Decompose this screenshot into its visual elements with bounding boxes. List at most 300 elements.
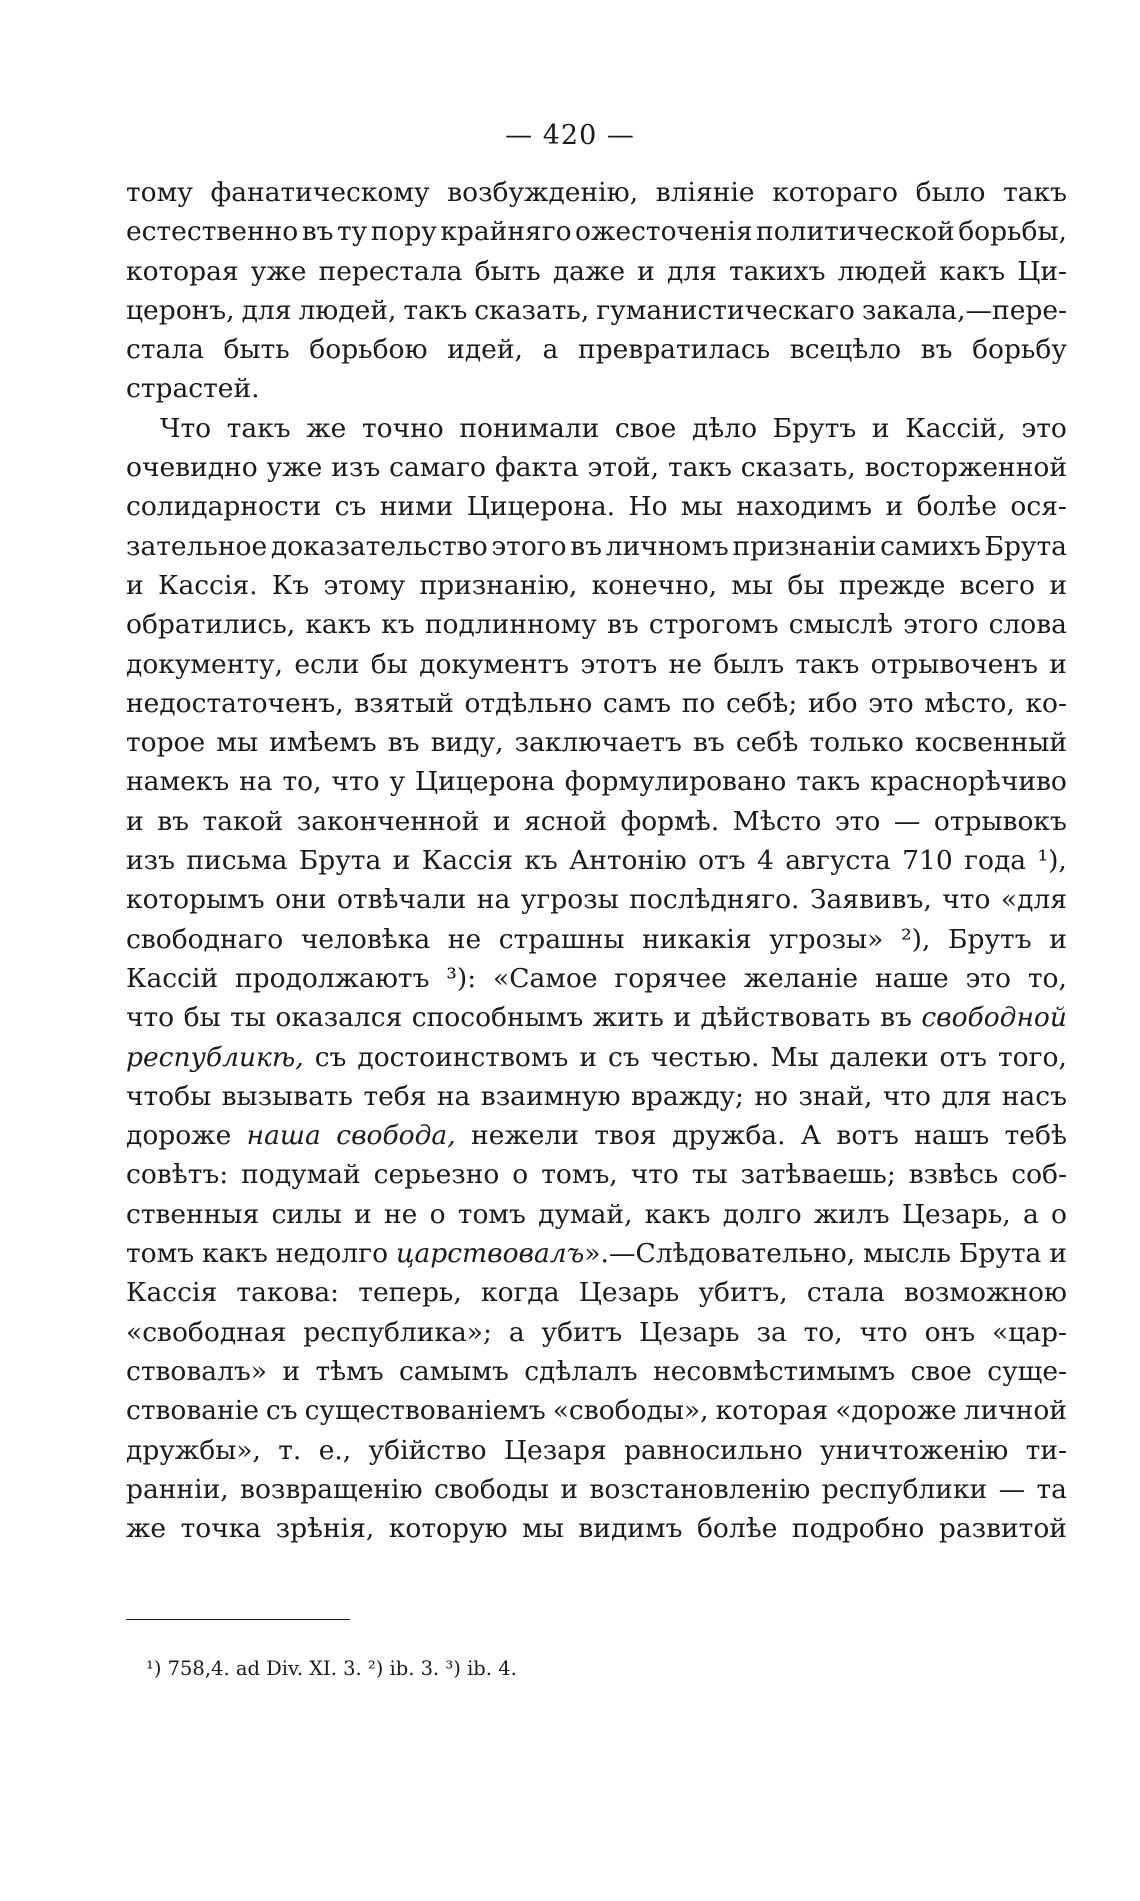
word: бы	[370, 648, 408, 680]
word: тому	[126, 177, 193, 208]
word: обратились,	[126, 609, 296, 641]
word: мы	[731, 569, 774, 601]
word: какъ	[939, 255, 1006, 287]
word: конечно,	[591, 569, 718, 601]
word: такъ	[796, 766, 861, 798]
text-line	[126, 841, 1067, 880]
word: свое	[910, 1355, 972, 1387]
word: когда	[481, 1277, 560, 1309]
word: признанію,	[419, 569, 578, 601]
word: а	[1022, 1198, 1039, 1230]
word: мысль	[863, 1238, 951, 1270]
word: наше	[874, 962, 949, 994]
word: подробно	[791, 1513, 925, 1545]
text-line	[126, 684, 1067, 723]
word: всего	[959, 569, 1036, 601]
word: свободнаго	[126, 923, 284, 955]
word: бы	[183, 1002, 221, 1034]
word: а	[542, 334, 559, 366]
text-line	[126, 959, 1067, 998]
word: республикѣ,	[126, 1041, 304, 1073]
word: вызывать	[221, 1080, 353, 1112]
word: сдѣлалъ	[524, 1355, 638, 1387]
word: себѣ	[735, 727, 799, 759]
word: республика»;	[303, 1316, 492, 1348]
word: виду,	[430, 727, 504, 759]
word: свободы	[433, 1473, 550, 1505]
word: года	[964, 845, 1027, 877]
word: и	[1049, 569, 1067, 601]
word: въ	[880, 1002, 912, 1034]
word: Кассій,	[905, 412, 1006, 444]
word: если	[294, 648, 360, 680]
word: которая	[126, 255, 239, 287]
word: чтобы	[126, 1080, 212, 1112]
word: церонъ,	[126, 294, 235, 326]
word: достоинствомъ	[357, 1041, 569, 1073]
word: Мѣсто	[732, 805, 822, 837]
text-line	[126, 527, 1067, 566]
body-text	[126, 173, 1067, 1548]
word: Брутъ	[948, 923, 1032, 955]
word: о	[1051, 1198, 1067, 1230]
word: думай,	[538, 1198, 633, 1230]
word: затѣваешь;	[740, 1159, 896, 1191]
word: такой	[202, 805, 284, 837]
word: «свободная	[126, 1316, 287, 1348]
word: этого	[491, 530, 567, 562]
word: подумай	[241, 1159, 361, 1191]
word: Цезарь	[639, 1316, 740, 1348]
word: и	[354, 1198, 372, 1230]
word: дѣло	[691, 412, 758, 444]
word: Кассій	[126, 962, 219, 994]
word: «дороже	[835, 1395, 957, 1427]
word: борьбы,	[958, 216, 1067, 248]
word: равносильно	[624, 1434, 803, 1466]
word: способнымъ	[411, 1002, 584, 1034]
word: далеки	[829, 1041, 929, 1073]
word: подлинному	[424, 609, 597, 641]
text-line	[126, 723, 1067, 762]
word: желаніе	[743, 962, 859, 994]
word: самымъ	[398, 1355, 509, 1387]
word: сказать,	[740, 452, 856, 484]
text-line	[126, 330, 1067, 369]
word: возбужденію,	[447, 177, 639, 208]
word: самъ	[602, 687, 672, 719]
word: это	[834, 805, 881, 837]
word: того,	[998, 1041, 1067, 1073]
word: политической	[756, 216, 955, 248]
text-line	[126, 880, 1067, 919]
word: ожесточенія	[575, 216, 753, 248]
word: ¹),	[1037, 845, 1067, 877]
word: только	[809, 727, 904, 759]
word: котораго	[772, 177, 898, 208]
word: мы	[216, 727, 259, 759]
word: какъ	[202, 1238, 268, 1270]
word: бы	[787, 569, 825, 601]
word: имѣемъ	[269, 727, 377, 759]
word: несовмѣстимымъ	[653, 1355, 896, 1387]
word: естественно	[126, 216, 299, 248]
word: томъ	[126, 1238, 195, 1270]
word: убитъ	[541, 1316, 623, 1348]
word: формулировано	[564, 766, 787, 798]
word: людей	[837, 255, 928, 287]
word: на	[239, 766, 273, 798]
word: существованіемъ	[304, 1395, 546, 1427]
word: суще-	[987, 1355, 1067, 1387]
text-line	[126, 1470, 1067, 1509]
word: заключаетъ	[514, 727, 682, 759]
word: отдѣльно	[464, 687, 593, 719]
word: признаніи	[732, 530, 877, 562]
word: тебя	[363, 1080, 427, 1112]
word: что	[126, 1002, 175, 1034]
word: былъ	[713, 648, 785, 680]
text-line	[126, 605, 1067, 644]
word: быть	[223, 334, 290, 366]
word: находимъ	[736, 491, 873, 523]
word: болѣе	[696, 1513, 778, 1545]
word: такъ	[1003, 177, 1067, 208]
word: Брута	[984, 530, 1067, 562]
word: зательное	[126, 530, 268, 562]
word: слова	[988, 609, 1067, 641]
word: же	[306, 412, 347, 444]
text-line	[126, 212, 1067, 251]
word: совѣтъ:	[126, 1159, 229, 1191]
word: Но	[628, 491, 668, 523]
word: ними	[379, 491, 454, 523]
word: ти-	[1025, 1434, 1067, 1466]
word: быть	[474, 255, 541, 287]
word: мы	[522, 1513, 564, 1545]
word: тѣмъ	[315, 1355, 384, 1387]
word: закала,—пере-	[861, 294, 1067, 326]
word: уже	[250, 255, 307, 287]
word: отвѣчали	[336, 884, 467, 916]
word: Брутъ	[772, 412, 857, 444]
word: Къ	[271, 569, 310, 601]
word: Цицерона.	[466, 491, 616, 523]
word: для	[941, 1080, 992, 1112]
word: —	[893, 805, 921, 837]
word: это	[1021, 412, 1067, 444]
word: вотъ	[836, 1120, 899, 1152]
word: отрывокъ	[933, 805, 1067, 837]
word: царствовалъ».—Слѣдовательно,	[395, 1238, 856, 1270]
text-line	[126, 1313, 1067, 1352]
word: томъ	[457, 1198, 526, 1230]
text-line	[126, 252, 1067, 291]
word: всецѣло	[789, 334, 902, 366]
word: мѣсто,	[924, 687, 1015, 719]
word: личномъ	[605, 530, 729, 562]
word: этого	[903, 609, 979, 641]
word: прежде	[838, 569, 946, 601]
word: продолжаютъ	[234, 962, 430, 994]
word: но	[754, 1080, 788, 1112]
word: «Самое	[492, 962, 598, 994]
word: и	[1049, 1238, 1067, 1270]
text-line	[126, 1155, 1067, 1194]
text-line	[126, 173, 1067, 212]
word: и	[282, 1355, 301, 1387]
word: ясной	[524, 805, 607, 837]
word: письма	[186, 845, 288, 877]
word: они	[275, 884, 327, 916]
word: косвенный	[914, 727, 1067, 759]
word: уже	[266, 452, 323, 484]
word: возможною	[904, 1277, 1067, 1309]
word: въ	[606, 609, 639, 641]
word: крайняго	[440, 216, 572, 248]
word: понимали	[459, 412, 600, 444]
word: такихъ	[728, 255, 826, 287]
word: взвѣсь	[908, 1159, 999, 1191]
word: послѣдняго.	[629, 884, 800, 916]
word: и	[673, 1002, 691, 1034]
word: ты	[230, 1002, 266, 1034]
word: страстей.	[126, 373, 260, 405]
word: недостаточенъ,	[126, 687, 344, 719]
word: которую	[388, 1513, 508, 1545]
word: намекъ	[126, 766, 230, 798]
word: жить	[592, 1002, 664, 1034]
word: въ	[920, 334, 953, 366]
word: у	[389, 766, 406, 798]
word: изъ	[331, 452, 381, 484]
word: свободной	[921, 1002, 1067, 1034]
word: ты	[691, 1159, 728, 1191]
word: т.	[278, 1434, 302, 1466]
word: ту	[336, 216, 368, 248]
text-line	[126, 369, 1067, 408]
word: ранніи,	[126, 1473, 229, 1505]
text-line	[126, 802, 1067, 841]
text-line	[126, 998, 1067, 1037]
text-line	[126, 1195, 1067, 1234]
word: такъ	[403, 294, 468, 326]
word: доказательство	[270, 530, 488, 562]
word: съ	[314, 1041, 347, 1073]
word: для	[666, 255, 717, 287]
word: пору	[370, 216, 437, 248]
word: отрывоченъ	[870, 648, 1038, 680]
word: Ци-	[1017, 255, 1067, 287]
word: знай,	[798, 1080, 873, 1112]
word: съ	[608, 1041, 640, 1073]
word: документъ	[419, 648, 570, 680]
word: соб-	[1011, 1159, 1067, 1191]
word: какъ	[305, 609, 372, 641]
word: по	[681, 687, 716, 719]
word: документу,	[126, 648, 284, 680]
word: и	[392, 845, 411, 877]
word: изъ	[126, 845, 175, 877]
word: та	[1036, 1473, 1067, 1505]
word: строгомъ	[648, 609, 779, 641]
text-line	[126, 1077, 1067, 1116]
word: силы	[271, 1198, 342, 1230]
word: ственныя	[126, 1198, 260, 1230]
word: никакія	[642, 923, 752, 955]
word: страшны	[498, 923, 625, 955]
word: томъ,	[541, 1159, 618, 1191]
word: гуманистическаго	[596, 294, 855, 326]
word: ²),	[900, 923, 931, 955]
word: зрѣнія,	[275, 1513, 375, 1545]
word: въ	[387, 727, 420, 759]
word: Цицерона	[414, 766, 555, 798]
word: Заявивъ,	[809, 884, 932, 916]
word: убійство	[368, 1434, 487, 1466]
word: этой,	[587, 452, 660, 484]
word: оказался	[275, 1002, 403, 1034]
word: даже	[552, 255, 626, 287]
word: тебѣ	[1004, 1120, 1067, 1152]
word: Цезарь	[578, 1277, 680, 1309]
word: честью.	[650, 1041, 760, 1073]
word: свое	[614, 412, 677, 444]
word: насъ	[1001, 1080, 1067, 1112]
word: о	[429, 1198, 446, 1230]
word: не	[447, 923, 482, 955]
word: съ	[265, 1395, 298, 1427]
word: то,	[803, 1316, 843, 1348]
text-line	[126, 1431, 1067, 1470]
word: точно	[361, 412, 444, 444]
word: взаимную	[480, 1080, 621, 1112]
word: жилъ	[813, 1198, 890, 1230]
word: Кассія	[421, 845, 513, 877]
word: серьезно	[373, 1159, 500, 1191]
word: нежели	[471, 1120, 579, 1152]
word: уничтоженію	[820, 1434, 1009, 1466]
word: краснорѣчиво	[870, 766, 1067, 798]
word: стала	[806, 1277, 885, 1309]
word: ко-	[1025, 687, 1067, 719]
word: ствовалъ»	[126, 1355, 268, 1387]
word: Брута	[958, 1238, 1042, 1270]
word: на	[436, 1080, 471, 1112]
word: ибо	[807, 687, 858, 719]
word: на	[476, 884, 511, 916]
word: о	[512, 1159, 529, 1191]
word: было	[915, 177, 986, 208]
word: Брута	[298, 845, 382, 877]
word: угрозы»	[769, 923, 884, 955]
word: идей,	[447, 334, 523, 366]
word: которымъ	[126, 884, 265, 916]
word: и	[126, 805, 144, 837]
word: взятый	[354, 687, 454, 719]
word: за	[756, 1316, 787, 1348]
word: Цезаря	[503, 1434, 607, 1466]
word: солидарности	[126, 491, 322, 523]
word: и	[492, 805, 511, 837]
word: республики	[821, 1473, 988, 1505]
word: формѣ.	[620, 805, 720, 837]
word: фанатическому	[210, 177, 430, 208]
word: такъ	[226, 412, 291, 444]
word: это	[868, 687, 914, 719]
word: горячее	[614, 962, 727, 994]
word: 4	[756, 845, 774, 877]
footnotes: ¹) 758,4. ad Div. XI. 3. ²) ib. 3. ³) ib. 4.	[146, 1657, 517, 1680]
word: личной	[963, 1395, 1067, 1427]
word: дороже	[126, 1120, 232, 1152]
text-line	[126, 1038, 1067, 1077]
word: самаго	[389, 452, 487, 484]
word: смыслѣ	[788, 609, 893, 641]
word: дѣйствовать	[700, 1002, 871, 1034]
word: въ	[301, 216, 334, 248]
word: «цар-	[991, 1316, 1067, 1348]
word: мы	[681, 491, 723, 523]
word: Цезарь,	[901, 1198, 1011, 1230]
text-line	[126, 291, 1067, 330]
text-line	[126, 1352, 1067, 1391]
word: и	[637, 255, 655, 287]
word: въ	[692, 727, 725, 759]
word: такъ	[667, 452, 732, 484]
word: Мы	[770, 1041, 819, 1073]
word: факта	[494, 452, 579, 484]
word: торое	[126, 727, 206, 759]
text-line	[126, 1273, 1067, 1312]
word: недолго	[275, 1238, 389, 1270]
word: дружба.	[672, 1120, 786, 1152]
word: и	[579, 1041, 597, 1073]
word: Кассія.	[157, 569, 258, 601]
word: превратилась	[577, 334, 771, 366]
word: то,	[282, 766, 322, 798]
word: что	[630, 1159, 679, 1191]
word: что	[942, 884, 991, 916]
word: онъ	[924, 1316, 976, 1348]
text-line	[126, 409, 1067, 448]
page-number: — 420 —	[505, 120, 635, 151]
word: Антонію	[569, 845, 687, 877]
word: какъ	[644, 1198, 711, 1230]
word: такова:	[236, 1277, 340, 1309]
text-line	[126, 1116, 1067, 1155]
word: угрозы	[520, 884, 619, 916]
word: дружбы»,	[126, 1434, 261, 1466]
word: человѣка	[300, 923, 431, 955]
word: законченной	[296, 805, 480, 837]
word: А	[800, 1120, 821, 1152]
word: самихъ	[880, 530, 981, 562]
word: Что	[160, 412, 212, 444]
word: убитъ,	[698, 1277, 788, 1309]
word: что	[331, 766, 380, 798]
word: этому	[323, 569, 406, 601]
word: съ	[334, 491, 367, 523]
word: и	[885, 491, 904, 523]
word: ося-	[1010, 491, 1067, 523]
word: —	[998, 1473, 1026, 1505]
word: ствованіе	[126, 1395, 259, 1427]
text-line	[126, 1234, 1067, 1273]
text-line	[126, 487, 1067, 526]
text-line	[126, 645, 1067, 684]
word: болѣе	[916, 491, 997, 523]
